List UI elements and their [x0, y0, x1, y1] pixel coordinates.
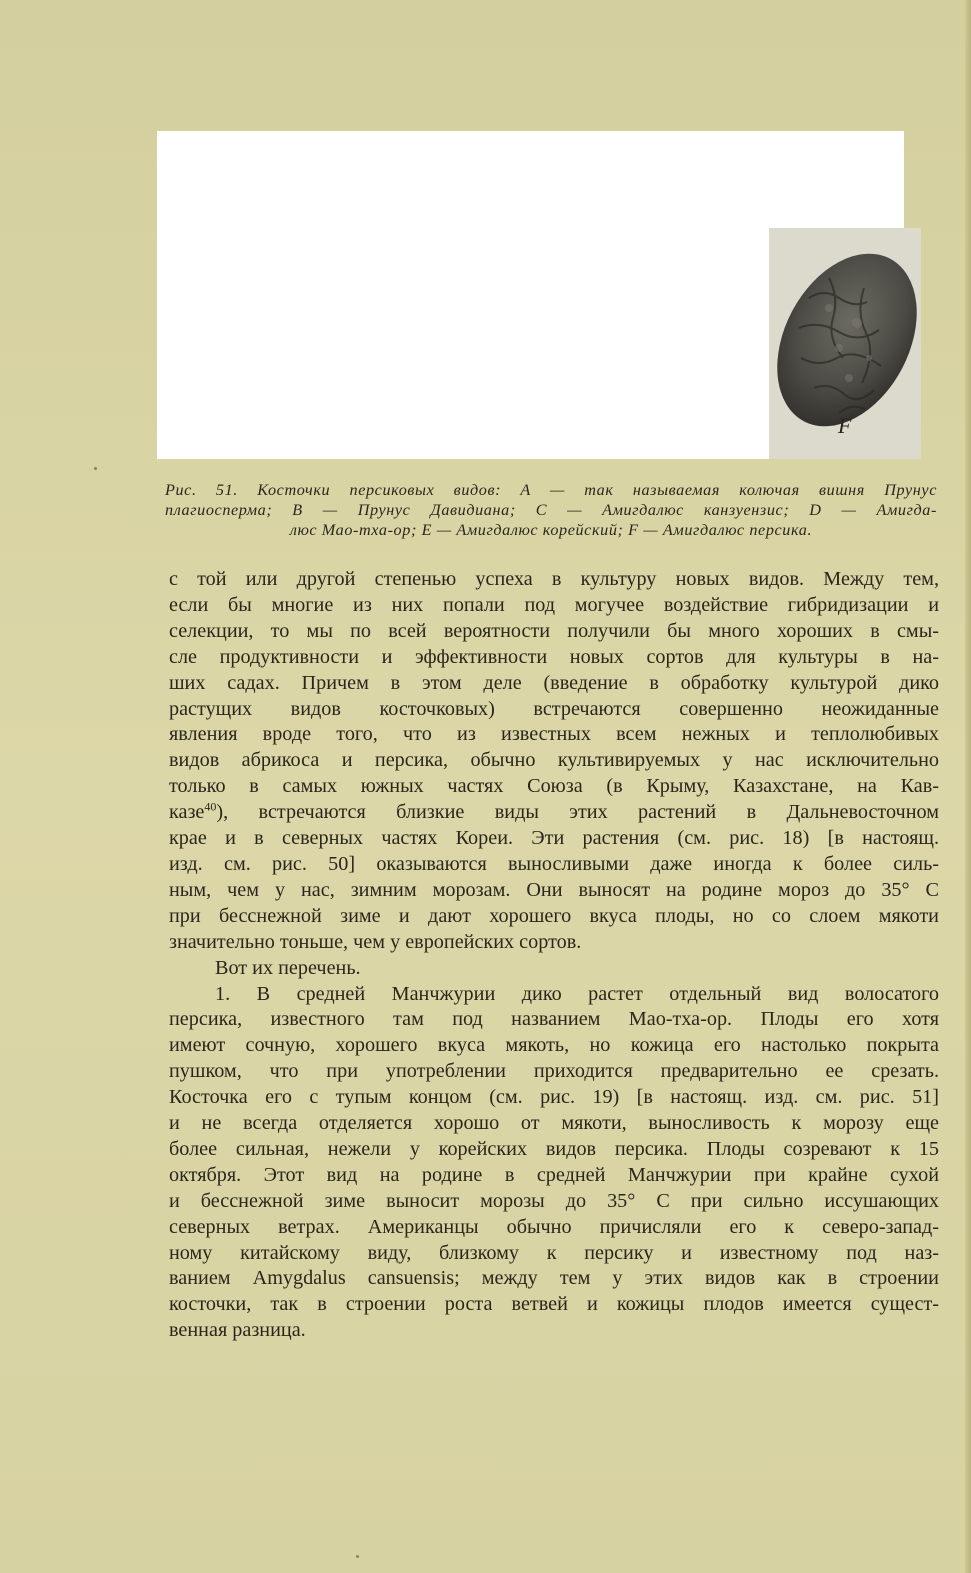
text-line: октября. Этот вид на родине в средней Манчжурии при крайне сухой	[169, 1163, 939, 1186]
text-line: персика, известного там под названием Мао-тха-ор. Плоды его хотя	[169, 1008, 939, 1031]
page-edge	[965, 0, 971, 1573]
text-line: северных ветрах. Американцы обычно причисляли его к северо-запад-	[169, 1215, 939, 1238]
text-line: сле продуктивности и эффективности новых сортов для культуры в на-	[169, 645, 939, 668]
text-line: и не всегда отделяется хорошо от мякоти, выносливость к морозу еще	[169, 1112, 939, 1135]
text-line: венная разница.	[169, 1319, 306, 1342]
text-line: ванием Amygdalus cansuensis; между тем у этих видов как в строении	[169, 1267, 939, 1290]
caption-line: люс Мао-тха-ор; E — Амигдалюс корейский; F — Амигдалюс персика.	[289, 521, 813, 539]
figure-caption	[165, 480, 937, 540]
text-line: явления вроде того, что из известных всем нежных и теплолюбивых	[169, 723, 939, 746]
text-fragment: казе	[169, 801, 205, 824]
text-line: видов абрикоса и персика, обычно культивируемых у нас исключительно	[169, 749, 939, 772]
text-line: пушком, что при употреблении приходится предварительно ее срезать.	[169, 1060, 939, 1083]
text-line: имеют сочную, хорошего вкуса мякоть, но кожица его настолько покрыта	[169, 1034, 939, 1057]
text-line-with-footnote	[169, 800, 939, 826]
text-line: более сильная, нежели у корейских видов персика. Плоды созревают к 15	[169, 1137, 939, 1160]
text-line: и бесснежной зиме выносит морозы до 35° С при сильно иссушающих	[169, 1189, 939, 1212]
text-line: значительно тоньше, чем у европейских сортов.	[169, 930, 582, 953]
figure-label-f: F	[838, 413, 852, 438]
figure-blank-area-left	[157, 228, 769, 459]
text-line: ших садах. Причем в этом деле (введение в обработку культурой дико	[169, 671, 939, 694]
text-line: крае и в северных частях Кореи. Эти растения (см. рис. 18) [в настоящ.	[169, 827, 939, 850]
body-text	[169, 567, 939, 1344]
paper-speck	[94, 467, 97, 470]
text-line: косточки, так в строении роста ветвей и кожицы плодов имеется сущест-	[169, 1293, 939, 1316]
text-line: только в самых южных частях Союза (в Крыму, Казахстане, на Кав-	[169, 775, 939, 798]
text-fragment: ), встречаются близкие виды этих растений в Дальневосточном	[216, 801, 939, 824]
text-line: Вот их перечень.	[215, 956, 361, 979]
text-line: изд. см. рис. 50] оказываются выносливыми даже иногда к более силь-	[169, 852, 939, 875]
text-line: 1. В средней Манчжурии дико растет отдельный вид волосатого	[215, 982, 939, 1005]
footnote-marker[interactable]: 40	[204, 799, 217, 814]
caption-line: Рис. 51. Косточки персиковых видов: A — так называемая колючая вишня Прунус	[165, 481, 937, 499]
paper-speck	[356, 1555, 359, 1558]
text-line: если бы многие из них попали под могучее воздействие гибридизации и	[169, 593, 939, 616]
text-line: селекции, то мы по всей вероятности получили бы много хороших в смы-	[169, 619, 939, 642]
text-line: ному китайскому виду, близкому к персику и известному под наз-	[169, 1241, 939, 1264]
text-line: с той или другой степенью успеха в культуру новых видов. Между тем,	[169, 568, 939, 590]
figure-blank-area-top	[157, 131, 904, 228]
text-line: растущих видов косточковых) встречаются совершенно неожиданные	[169, 697, 939, 720]
text-line: при бесснежной зиме и дают хорошего вкуса плоды, но со слоем мякоти	[169, 904, 939, 927]
text-line: Косточка его с тупым концом (см. рис. 19) [в настоящ. изд. см. рис. 51]	[169, 1086, 939, 1109]
text-line: ным, чем у нас, зимним морозам. Они выносят на родине мороз до 35° С	[169, 878, 939, 901]
caption-line: плагиосперма; B — Прунус Давидиана; C — Амигдалюс канзуензис; D — Амигда-	[165, 501, 937, 519]
